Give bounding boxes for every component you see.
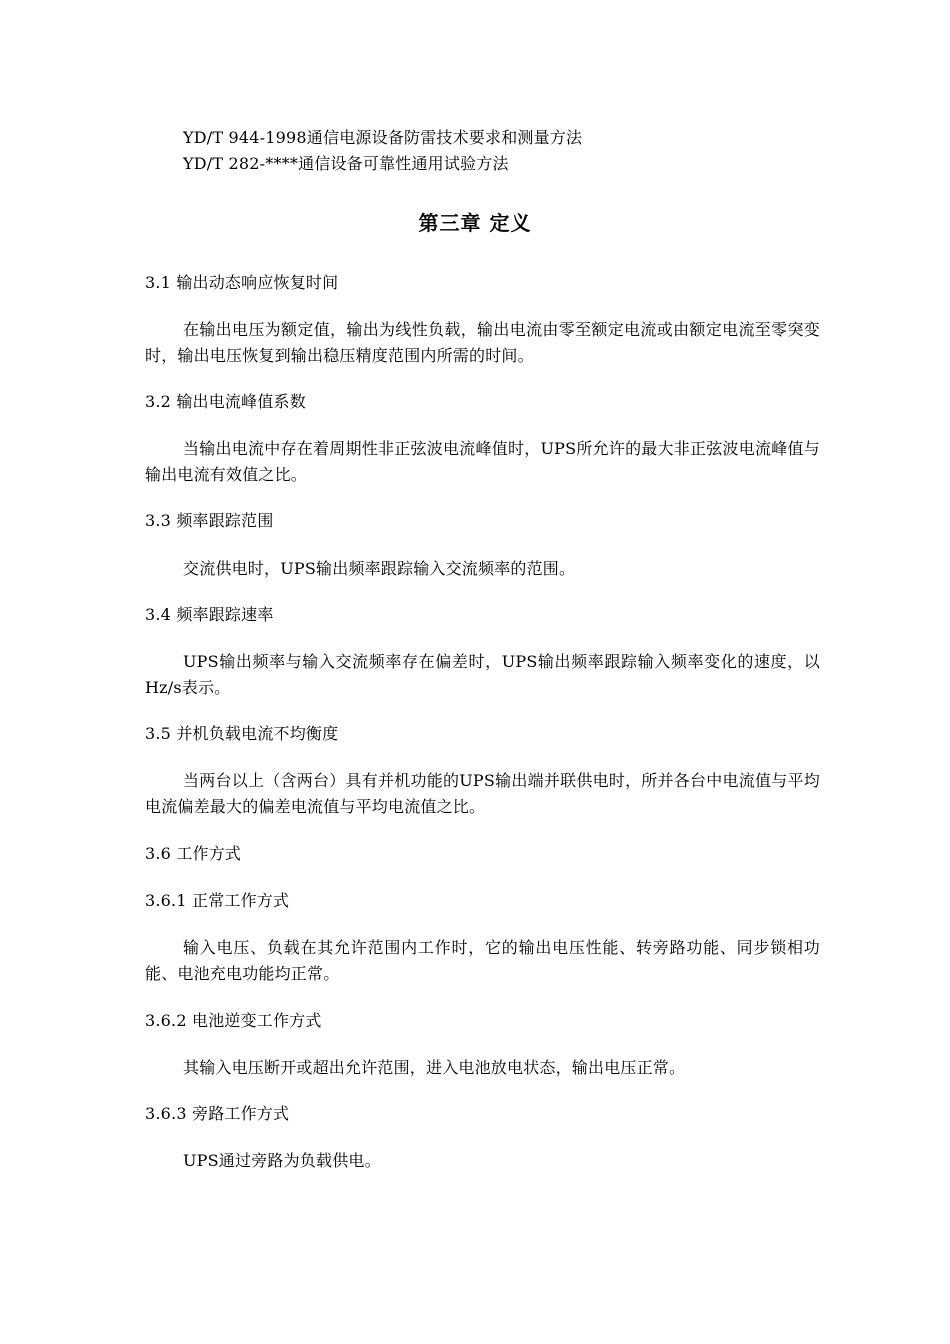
reference-line: YD/T 944-1998通信电源设备防雷技术要求和测量方法	[183, 128, 583, 147]
section-paragraph: UPS输出频率与输入交流频率存在偏差时，UPS输出频率跟踪输入频率变化的速度，以Hz/s表示。	[145, 652, 820, 697]
section-heading: 3.6.1 正常工作方式	[145, 891, 290, 910]
section-paragraph: 交流供电时，UPS输出频率跟踪输入交流频率的范围。	[183, 559, 576, 578]
section-paragraph: 当输出电流中存在着周期性非正弦波电流峰值时，UPS所允许的最大非正弦波电流峰值与输出电流有效值之比。	[145, 439, 820, 484]
section-paragraph: 其输入电压断开或超出允许范围，进入电池放电状态，输出电压正常。	[183, 1058, 686, 1077]
section-heading: 3.3 频率跟踪范围	[145, 511, 274, 530]
section-paragraph: 在输出电压为额定值，输出为线性负载，输出电流由零至额定电流或由额定电流至零突变时，输出电压恢复到输出稳压精度范围内所需的时间。	[145, 320, 820, 365]
section-paragraph: UPS通过旁路为负载供电。	[183, 1151, 381, 1170]
chapter-title: 第三章 定义	[418, 211, 532, 235]
section-heading: 3.4 频率跟踪速率	[145, 605, 274, 624]
section-heading: 3.5 并机负载电流不均衡度	[145, 724, 339, 743]
section-paragraph: 输入电压、负载在其允许范围内工作时，它的输出电压性能、转旁路功能、同步锁相功能、电池充电功能均正常。	[145, 938, 820, 983]
section-heading: 3.6 工作方式	[145, 844, 242, 863]
section-heading: 3.6.3 旁路工作方式	[145, 1104, 290, 1123]
section-heading: 3.1 输出动态响应恢复时间	[145, 273, 339, 292]
section-heading: 3.2 输出电流峰值系数	[145, 392, 306, 411]
reference-line: YD/T 282-****通信设备可靠性通用试验方法	[183, 154, 509, 173]
section-heading: 3.6.2 电池逆变工作方式	[145, 1011, 322, 1030]
section-paragraph: 当两台以上（含两台）具有并机功能的UPS输出端并联供电时，所并各台中电流值与平均电流偏差最大的偏差电流值与平均电流值之比。	[145, 771, 820, 816]
